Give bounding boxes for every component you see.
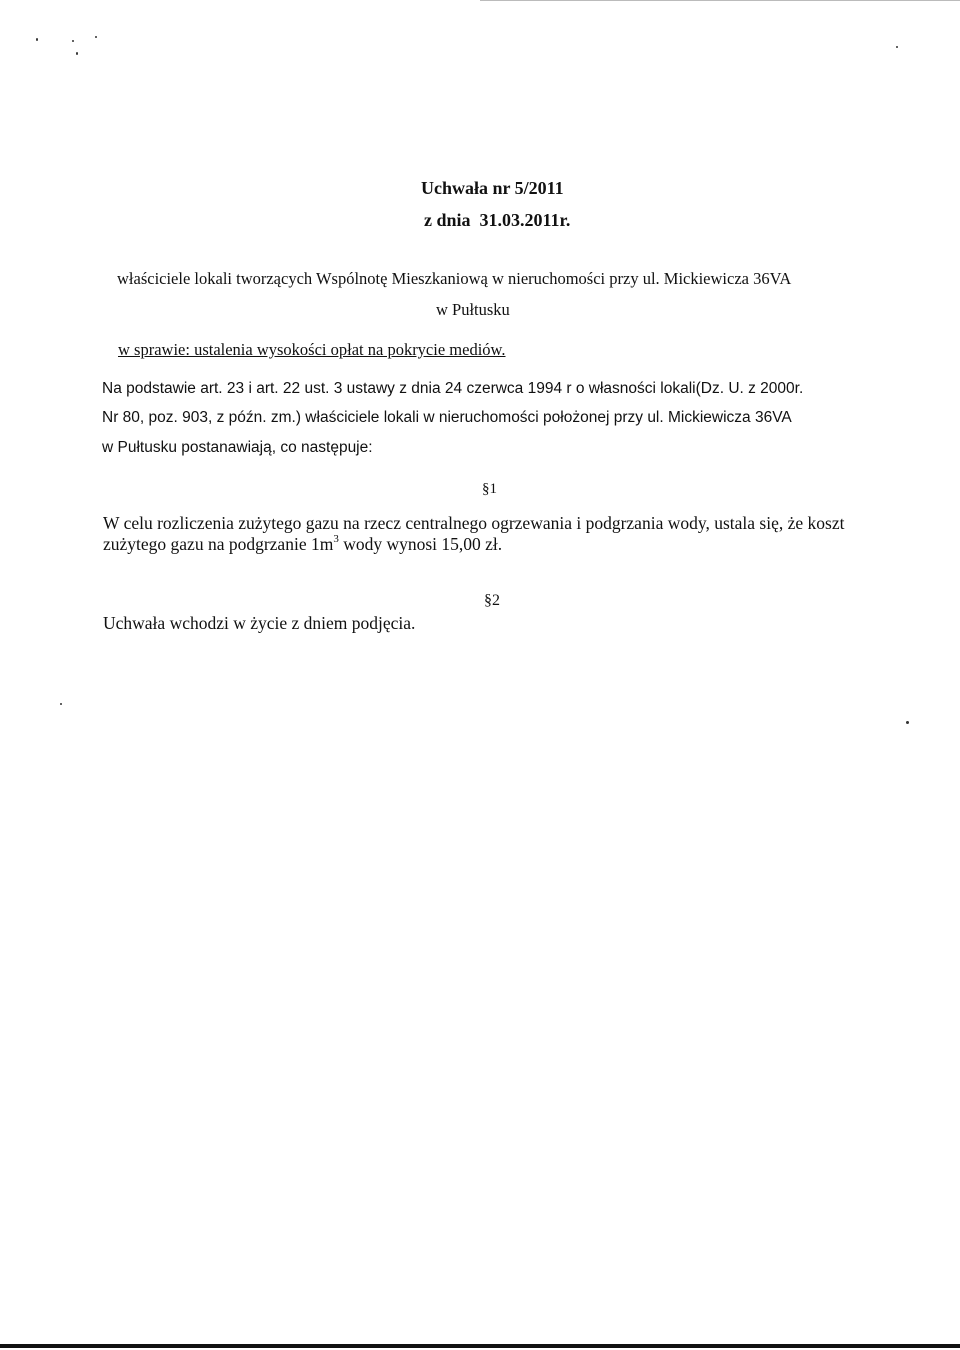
resolution-title: Uchwała nr 5/2011 <box>421 178 564 198</box>
section-2-text: Uchwała wchodzi w życie z dniem podjęcia. <box>103 613 416 633</box>
section-2-mark: §2 <box>484 592 500 609</box>
cubic-superscript: 3 <box>333 533 339 546</box>
subject-line: w sprawie: ustalenia wysokości opłat na pokrycie mediów. <box>118 340 506 359</box>
section-1-mark: §1 <box>482 481 497 497</box>
scan-edge-top <box>480 0 960 1</box>
scan-speck <box>95 36 97 38</box>
section-1-line-2-start: zużytego gazu na podgrzanie 1m <box>103 534 334 554</box>
scan-speck <box>60 703 62 705</box>
section-1-line-2 <box>103 533 503 554</box>
section-1-line-2-end: wody wynosi 15,00 zł. <box>338 534 503 554</box>
preamble-line-3: w Pułtusku postanawiają, co następuje: <box>102 439 373 456</box>
scan-speck <box>76 52 78 55</box>
owners-line: właściciele lokali tworzących Wspólnotę Mieszkaniową w nieruchomości przy ul. Mickiewicza 36VA <box>117 269 792 288</box>
scan-speck <box>896 46 898 48</box>
resolution-date: z dnia 31.03.2011r. <box>424 210 571 230</box>
section-1-line-1: W celu rozliczenia zużytego gazu na rzecz centralnego ogrzewania i podgrzania wody, ustala się, że koszt <box>103 513 845 533</box>
preamble-line-2: Nr 80, poz. 903, z późn. zm.) właściciele lokali w nieruchomości położonej przy ul. Mickiewicza 36VA <box>102 409 792 426</box>
scan-speck <box>36 38 38 41</box>
scan-speck <box>72 40 74 42</box>
preamble-line-1: Na podstawie art. 23 i art. 22 ust. 3 ustawy z dnia 24 czerwca 1994 r o własności lokali(Dz. U. z 2000r. <box>102 380 804 397</box>
city-line: w Pułtusku <box>436 300 510 319</box>
scan-speck <box>906 721 909 724</box>
scan-edge-bottom <box>0 1344 960 1348</box>
